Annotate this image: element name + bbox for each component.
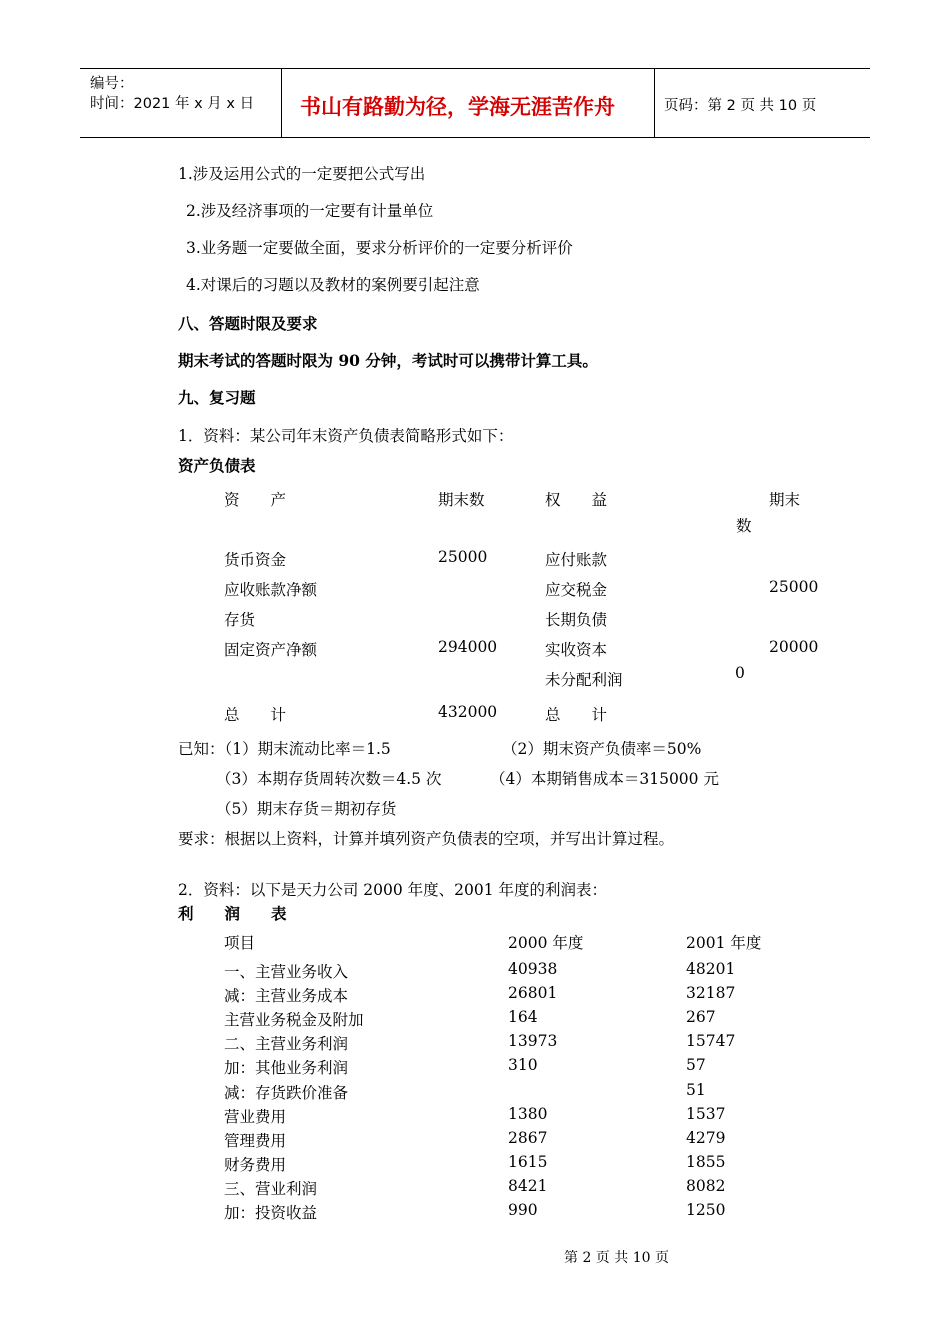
income-row-value: 51 bbox=[686, 1081, 706, 1099]
table-cell: 应交税金 bbox=[545, 581, 608, 599]
table-cell: 未分配利润 bbox=[545, 671, 623, 689]
income-row-value: 2867 bbox=[508, 1129, 548, 1147]
col-header-asset: 资 产 bbox=[224, 491, 287, 509]
table-total: 总 计 bbox=[545, 706, 608, 724]
question-intro: 2．资料：以下是天力公司 2000 年度、2001 年度的利润表： bbox=[178, 881, 608, 899]
income-row-value: 15747 bbox=[686, 1032, 736, 1050]
income-row-label: 三、营业利润 bbox=[224, 1180, 318, 1198]
income-row-value: 267 bbox=[686, 1008, 716, 1026]
income-row-value: 164 bbox=[508, 1008, 538, 1026]
known-condition: （3）本期存货周转次数＝4.5 次 bbox=[216, 770, 442, 788]
income-row-value: 1615 bbox=[508, 1153, 548, 1171]
section-heading: 八、答题时限及要求 bbox=[178, 314, 318, 333]
known-condition: （5）期末存货＝期初存货 bbox=[216, 800, 397, 818]
note-item: 1.涉及运用公式的一定要把公式写出 bbox=[178, 165, 426, 183]
known-condition: （4）本期销售成本＝315000 元 bbox=[490, 770, 719, 788]
income-row-value: 48201 bbox=[686, 960, 736, 978]
col-header-2000: 2000 年度 bbox=[508, 934, 584, 952]
income-row-value: 8082 bbox=[686, 1177, 726, 1195]
table-title: 资产负债表 bbox=[178, 456, 256, 475]
income-row-label: 管理费用 bbox=[224, 1132, 287, 1150]
table-cell: 20000 bbox=[769, 638, 819, 656]
income-row-label: 财务费用 bbox=[224, 1156, 287, 1174]
header-divider bbox=[281, 69, 282, 137]
page-footer: 第 2 页 共 10 页 bbox=[564, 1250, 669, 1266]
income-row-value: 1855 bbox=[686, 1153, 726, 1171]
table-title: 利 润 表 bbox=[178, 904, 287, 923]
table-cell: 实收资本 bbox=[545, 641, 608, 659]
income-row-value: 8421 bbox=[508, 1177, 548, 1195]
income-row-label: 加：投资收益 bbox=[224, 1204, 318, 1222]
known-condition: （2）期末资产负债率＝50% bbox=[502, 740, 702, 758]
note-item: 3.业务题一定要做全面，要求分析评价的一定要分析评价 bbox=[186, 239, 573, 257]
table-cell: 长期负债 bbox=[545, 611, 608, 629]
income-row-value: 310 bbox=[508, 1056, 538, 1074]
page-indicator: 页码：第 2 页 共 10 页 bbox=[664, 98, 817, 114]
table-cell: 存货 bbox=[224, 611, 256, 629]
income-row-label: 加：其他业务利润 bbox=[224, 1059, 349, 1077]
table-cell: 货币资金 bbox=[224, 551, 287, 569]
header-motto: 书山有路勤为径，学海无涯苦作舟 bbox=[300, 95, 615, 119]
note-item: 2.涉及经济事项的一定要有计量单位 bbox=[186, 202, 434, 220]
table-cell: 0 bbox=[735, 664, 745, 682]
table-cell: 25000 bbox=[769, 578, 819, 596]
section-text: 期末考试的答题时限为 90 分钟，考试时可以携带计算工具。 bbox=[178, 351, 598, 370]
col-header-item: 项目 bbox=[224, 934, 256, 952]
income-row-label: 减：存货跌价准备 bbox=[224, 1084, 349, 1102]
income-row-label: 主营业务税金及附加 bbox=[224, 1011, 364, 1029]
section-heading: 九、复习题 bbox=[178, 388, 256, 407]
known-condition: 已知：（1）期末流动比率＝1.5 bbox=[178, 740, 391, 758]
income-row-value: 32187 bbox=[686, 984, 736, 1002]
doc-date: 时间：2021 年 x 月 x 日 bbox=[90, 96, 255, 112]
income-row-label: 营业费用 bbox=[224, 1108, 287, 1126]
col-header-end: 数 bbox=[736, 517, 752, 535]
table-total: 432000 bbox=[438, 703, 498, 721]
col-header-end: 期末数 bbox=[438, 491, 485, 509]
income-row-value: 57 bbox=[686, 1056, 706, 1074]
income-row-value: 990 bbox=[508, 1201, 538, 1219]
income-row-label: 二、主营业务利润 bbox=[224, 1035, 349, 1053]
col-header-2001: 2001 年度 bbox=[686, 934, 762, 952]
table-cell: 固定资产净额 bbox=[224, 641, 318, 659]
note-item: 4.对课后的习题以及教材的案例要引起注意 bbox=[186, 276, 480, 294]
income-row-label: 减：主营业务成本 bbox=[224, 987, 349, 1005]
income-row-value: 1250 bbox=[686, 1201, 726, 1219]
income-row-value: 26801 bbox=[508, 984, 558, 1002]
income-row-label: 一、主营业务收入 bbox=[224, 963, 349, 981]
col-header-end: 期末 bbox=[769, 491, 801, 509]
income-row-value: 1537 bbox=[686, 1105, 726, 1123]
table-cell: 应收账款净额 bbox=[224, 581, 318, 599]
table-cell: 应付账款 bbox=[545, 551, 608, 569]
income-row-value: 1380 bbox=[508, 1105, 548, 1123]
income-row-value: 40938 bbox=[508, 960, 558, 978]
question-intro: 1．资料：某公司年末资产负债表简略形式如下： bbox=[178, 427, 514, 445]
table-total: 总 计 bbox=[224, 706, 287, 724]
table-cell: 294000 bbox=[438, 638, 498, 656]
income-row-value: 4279 bbox=[686, 1129, 726, 1147]
income-row-value: 13973 bbox=[508, 1032, 558, 1050]
header-divider bbox=[654, 69, 655, 137]
requirement-text: 要求：根据以上资料，计算并填列资产负债表的空项，并写出计算过程。 bbox=[178, 830, 675, 848]
table-cell: 25000 bbox=[438, 548, 488, 566]
col-header-equity: 权 益 bbox=[545, 491, 608, 509]
doc-number: 编号： bbox=[90, 76, 134, 92]
